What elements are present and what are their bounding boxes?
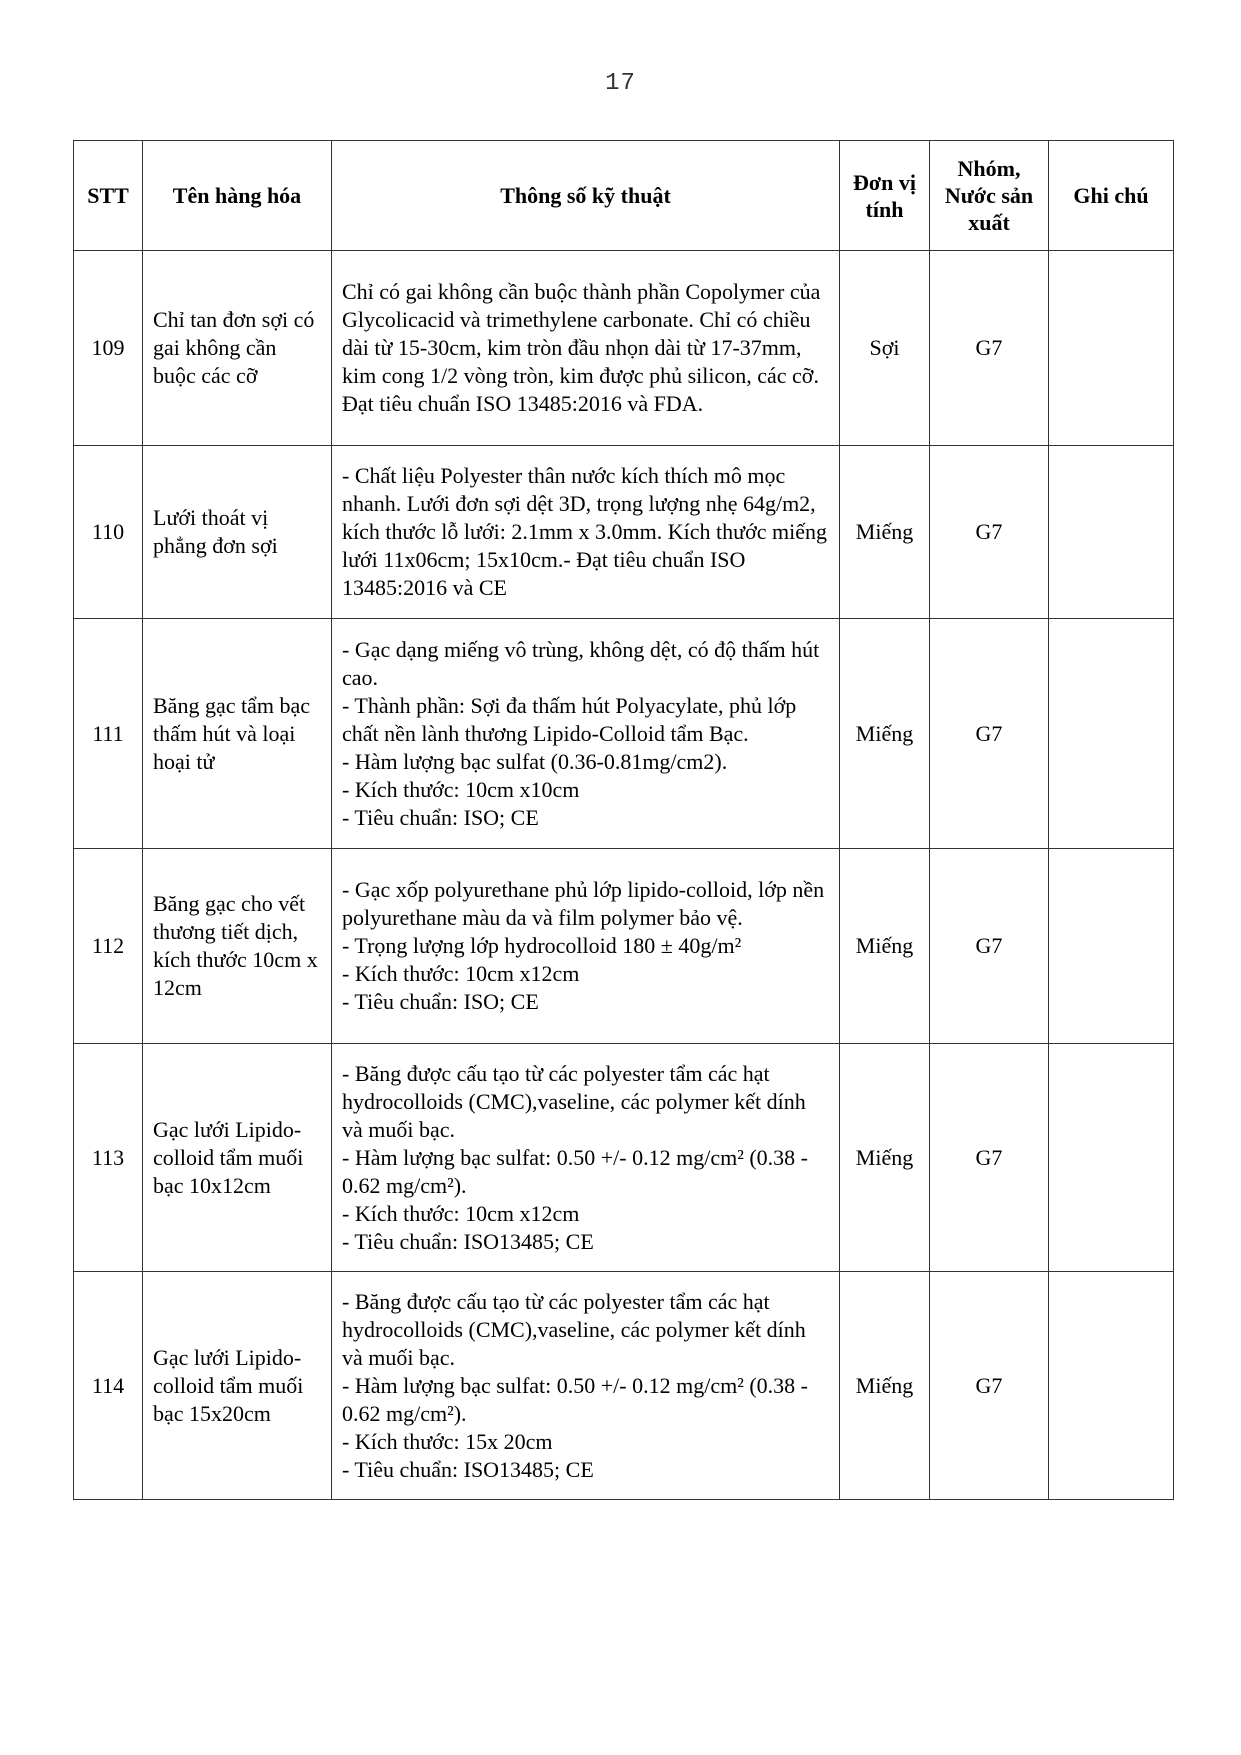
spec-line: - Băng được cấu tạo từ các polyester tẩm các hạt hydrocolloids (CMC),vaseline, các polymer kết dính và muối bạc. xyxy=(342,1288,806,1370)
table-row xyxy=(74,251,1174,446)
row-unit: Miếng xyxy=(840,1044,930,1272)
spec-line: - Tiêu chuẩn: ISO; CE xyxy=(342,989,539,1014)
goods-table xyxy=(73,140,1174,1500)
row-name: Lưới thoát vị phẳng đơn sợi xyxy=(143,446,332,619)
page-number: 17 xyxy=(605,70,636,97)
row-name: Chỉ tan đơn sợi có gai không cần buộc các cỡ xyxy=(143,251,332,446)
row-note xyxy=(1049,1044,1174,1272)
header-unit: Đơn vị tính xyxy=(840,141,930,251)
header-group: Nhóm, Nước sản xuất xyxy=(930,141,1049,251)
row-note xyxy=(1049,446,1174,619)
row-note xyxy=(1049,251,1174,446)
row-spec xyxy=(332,619,840,849)
spec-line: - Kích thước: 10cm x10cm xyxy=(342,776,580,802)
row-stt: 113 xyxy=(74,1044,143,1272)
spec-line: - Gạc xốp polyurethane phủ lớp lipido-colloid, lớp nền polyurethane màu da và film polymer bảo vệ. xyxy=(342,877,825,930)
row-group: G7 xyxy=(930,1044,1049,1272)
row-group: G7 xyxy=(930,619,1049,849)
spec-line: - Hàm lượng bạc sulfat (0.36-0.81mg/cm2). xyxy=(342,748,728,774)
row-unit: Miếng xyxy=(840,849,930,1044)
row-note xyxy=(1049,619,1174,849)
row-name: Băng gạc tẩm bạc thấm hút và loại hoại tử xyxy=(143,619,332,849)
row-name: Gạc lưới Lipido-colloid tẩm muối bạc 15x20cm xyxy=(143,1272,332,1500)
spec-line: Chỉ có gai không cần buộc thành phần Copolymer của Glycolicacid và trimethylene carbonate. Chỉ có chiều dài từ 15-30cm, kim tròn đầu nhọn dài từ 17-37mm, kim cong 1/2 vòng tròn, kim được phủ silicon, các cỡ. Đạt tiêu chuẩn ISO 13485:2016 và FDA. xyxy=(342,279,821,416)
spec-line: - Kích thước: 10cm x12cm xyxy=(342,1200,580,1226)
row-unit: Miếng xyxy=(840,619,930,849)
spec-line: - Tiêu chuẩn: ISO13485; CE xyxy=(342,1456,594,1482)
row-group: G7 xyxy=(930,446,1049,619)
header-row xyxy=(74,141,1174,251)
row-unit: Sợi xyxy=(840,251,930,446)
table-row xyxy=(74,1272,1174,1500)
row-name: Băng gạc cho vết thương tiết dịch, kích thước 10cm x 12cm xyxy=(143,849,332,1044)
spec-line: - Hàm lượng bạc sulfat: 0.50 +/- 0.12 mg/cm² (0.38 - 0.62 mg/cm²). xyxy=(342,1144,808,1198)
row-stt: 109 xyxy=(74,251,143,446)
spec-line: - Tiêu chuẩn: ISO13485; CE xyxy=(342,1228,594,1254)
spec-line: - Gạc dạng miếng vô trùng, không dệt, có độ thấm hút cao. xyxy=(342,636,820,690)
spec-line: - Tiêu chuẩn: ISO; CE xyxy=(342,804,539,830)
spec-line: - Trọng lượng lớp hydrocolloid 180 ± 40g/m² xyxy=(342,933,742,958)
spec-line: - Thành phần: Sợi đa thấm hút Polyacylate, phủ lớp chất nền lành thương Lipido-Colloid tẩm Bạc. xyxy=(342,692,797,746)
header-stt: STT xyxy=(74,141,143,251)
row-name: Gạc lưới Lipido-colloid tẩm muối bạc 10x12cm xyxy=(143,1044,332,1272)
row-stt: 111 xyxy=(74,619,143,849)
row-note xyxy=(1049,1272,1174,1500)
row-spec xyxy=(332,446,840,619)
spec-line: - Kích thước: 10cm x12cm xyxy=(342,961,580,986)
spec-line: - Hàm lượng bạc sulfat: 0.50 +/- 0.12 mg/cm² (0.38 - 0.62 mg/cm²). xyxy=(342,1372,808,1426)
row-unit: Miếng xyxy=(840,1272,930,1500)
spec-line: - Kích thước: 15x 20cm xyxy=(342,1428,553,1454)
table-row xyxy=(74,849,1174,1044)
row-stt: 112 xyxy=(74,849,143,1044)
row-spec xyxy=(332,849,840,1044)
header-spec: Thông số kỹ thuật xyxy=(332,141,840,251)
header-note: Ghi chú xyxy=(1049,141,1174,251)
row-spec xyxy=(332,1044,840,1272)
row-stt: 110 xyxy=(74,446,143,619)
table-row xyxy=(74,1044,1174,1272)
spec-line: - Chất liệu Polyester thân nước kích thích mô mọc nhanh. Lưới đơn sợi dệt 3D, trọng lượng nhẹ 64g/m2, kích thước lỗ lưới: 2.1mm x 3.0mm. Kích thước miếng lưới 11x06cm; 15x10cm.- Đạt tiêu chuẩn ISO 13485:2016 và CE xyxy=(342,463,827,600)
header-name: Tên hàng hóa xyxy=(143,141,332,251)
table-row xyxy=(74,619,1174,849)
row-group: G7 xyxy=(930,849,1049,1044)
row-spec xyxy=(332,1272,840,1500)
table-row xyxy=(74,446,1174,619)
row-group: G7 xyxy=(930,1272,1049,1500)
spec-line: - Băng được cấu tạo từ các polyester tẩm các hạt hydrocolloids (CMC),vaseline, các polymer kết dính và muối bạc. xyxy=(342,1060,806,1142)
row-unit: Miếng xyxy=(840,446,930,619)
row-note xyxy=(1049,849,1174,1044)
row-stt: 114 xyxy=(74,1272,143,1500)
row-spec xyxy=(332,251,840,446)
row-group: G7 xyxy=(930,251,1049,446)
